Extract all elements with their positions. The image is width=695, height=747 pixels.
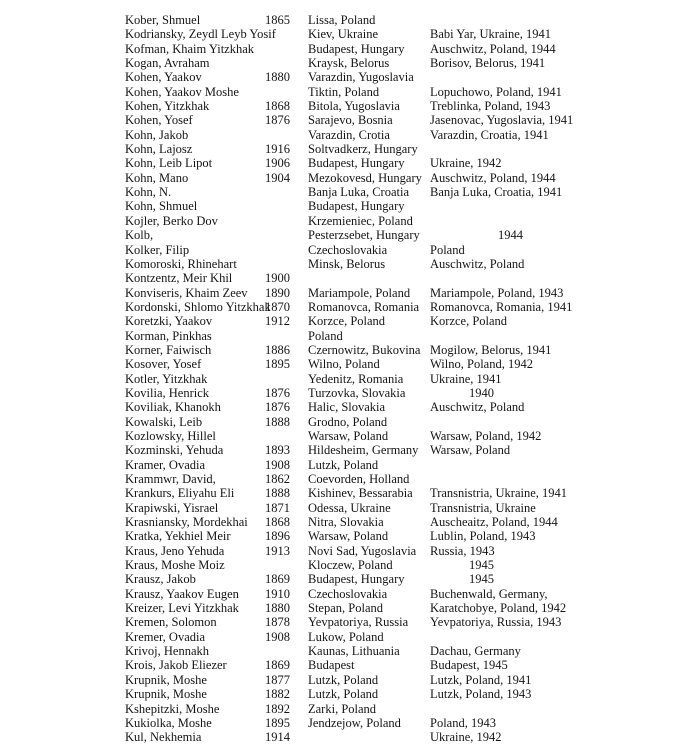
table-row bbox=[0, 56, 695, 70]
table-row bbox=[0, 400, 695, 414]
fate-cell: Yevpatoriya, Russia, 1943 bbox=[430, 615, 562, 630]
table-row bbox=[0, 644, 695, 658]
birthplace-cell: Lutzk, Poland bbox=[308, 687, 379, 702]
birthplace-cell: Bitola, Yugoslavia bbox=[308, 99, 400, 114]
table-row bbox=[0, 486, 695, 500]
table-row bbox=[0, 85, 695, 99]
birthplace-cell: Wilno, Poland bbox=[308, 357, 380, 372]
table-row bbox=[0, 515, 695, 529]
table-row bbox=[0, 113, 695, 127]
table-row bbox=[0, 329, 695, 343]
birthplace-cell: Minsk, Belorus bbox=[308, 256, 386, 271]
name-registry-list bbox=[0, 13, 695, 745]
birth-year-cell: 1869 bbox=[265, 658, 290, 673]
name-cell: Krois, Jakob Eliezer bbox=[125, 658, 227, 673]
fate-cell: Russia, 1943 bbox=[430, 543, 495, 558]
birth-year-cell: 1877 bbox=[265, 672, 290, 687]
table-row bbox=[0, 214, 695, 228]
fate-cell: Auschwitz, Poland bbox=[430, 400, 525, 415]
table-row bbox=[0, 730, 695, 744]
birth-year-cell: 1876 bbox=[265, 385, 290, 400]
birthplace-cell: Odessa, Ukraine bbox=[308, 500, 391, 515]
birth-year-cell: 1880 bbox=[265, 601, 290, 616]
name-cell: Krausz, Jakob bbox=[125, 572, 196, 587]
name-cell: Krankurs, Eliyahu Eli bbox=[125, 486, 235, 501]
fate-cell: Ukraine, 1942 bbox=[430, 730, 502, 745]
fate-cell: Jasenovac, Yugoslavia, 1941 bbox=[430, 113, 574, 128]
table-row bbox=[0, 386, 695, 400]
birthplace-cell: Grodno, Poland bbox=[308, 414, 388, 429]
table-row bbox=[0, 286, 695, 300]
birthplace-cell: Yedenitz, Romania bbox=[308, 371, 404, 386]
name-cell: Kohen, Yosef bbox=[125, 113, 193, 128]
name-cell: Kolker, Filip bbox=[125, 242, 190, 257]
birthplace-cell: Novi Sad, Yugoslavia bbox=[308, 543, 417, 558]
name-cell: Krupnik, Moshe bbox=[125, 672, 207, 687]
fate-cell: Lutzk, Poland, 1941 bbox=[430, 672, 532, 687]
birth-year-cell: 1892 bbox=[265, 701, 290, 716]
table-row bbox=[0, 472, 695, 486]
fate-cell: Buchenwald, Germany, bbox=[430, 586, 548, 601]
birthplace-cell: Coevorden, Holland bbox=[308, 472, 410, 486]
name-cell: Krausz, Yaakov Eugen bbox=[125, 586, 239, 601]
birth-year-cell: 1914 bbox=[265, 730, 290, 745]
table-row bbox=[0, 271, 695, 285]
birth-year-cell: 1916 bbox=[265, 142, 290, 157]
fate-cell: Borisov, Belorus, 1941 bbox=[430, 56, 546, 71]
fate-cell: 1944 bbox=[498, 228, 523, 243]
name-cell: Kohn, Leib Lipot bbox=[125, 156, 213, 171]
name-cell: Kremer, Ovadia bbox=[125, 629, 206, 644]
name-cell: Kozminski, Yehuda bbox=[125, 443, 224, 458]
fate-cell: Dachau, Germany bbox=[430, 644, 521, 659]
birthplace-cell: Banja Luka, Croatia bbox=[308, 185, 410, 200]
table-row bbox=[0, 544, 695, 558]
name-cell: Krupnik, Moshe bbox=[125, 687, 207, 702]
table-row bbox=[0, 142, 695, 156]
birthplace-cell: Nitra, Slovakia bbox=[308, 515, 384, 530]
fate-cell: Auschwitz, Poland bbox=[430, 256, 525, 271]
table-row bbox=[0, 501, 695, 515]
birth-year-cell: 1862 bbox=[265, 472, 290, 486]
name-cell: Kotler, Yitzkhak bbox=[125, 371, 208, 386]
birth-year-cell: 1886 bbox=[265, 342, 290, 357]
birthplace-cell: Kishinev, Bessarabia bbox=[308, 486, 413, 501]
fate-cell: 1945 bbox=[469, 572, 494, 587]
name-cell: Konviseris, Khaim Zeev bbox=[125, 285, 248, 300]
birthplace-cell: Kloczew, Poland bbox=[308, 558, 393, 573]
table-row bbox=[0, 357, 695, 371]
name-cell: Kohen, Yaakov bbox=[125, 70, 202, 85]
table-row bbox=[0, 572, 695, 586]
table-row bbox=[0, 70, 695, 84]
table-row bbox=[0, 257, 695, 271]
name-cell: Kober, Shmuel bbox=[125, 13, 201, 27]
table-row bbox=[0, 185, 695, 199]
birth-year-cell: 1888 bbox=[265, 486, 290, 501]
fate-cell: Wilno, Poland, 1942 bbox=[430, 357, 533, 372]
name-cell: Kramer, Ovadia bbox=[125, 457, 206, 472]
table-row bbox=[0, 42, 695, 56]
fate-cell: 1940 bbox=[469, 385, 494, 400]
table-row bbox=[0, 199, 695, 213]
birth-year-cell: 1900 bbox=[265, 271, 290, 286]
fate-cell: Babi Yar, Ukraine, 1941 bbox=[430, 27, 552, 42]
name-cell: Krapiwski, Yisrael bbox=[125, 500, 219, 515]
birth-year-cell: 1868 bbox=[265, 515, 290, 530]
table-row bbox=[0, 429, 695, 443]
birth-year-cell: 1870 bbox=[265, 299, 290, 314]
birthplace-cell: Budapest, Hungary bbox=[308, 41, 405, 56]
birth-year-cell: 1912 bbox=[265, 314, 290, 329]
birth-year-cell: 1865 bbox=[265, 13, 290, 27]
birth-year-cell: 1896 bbox=[265, 529, 290, 544]
fate-cell: Auschwitz, Poland, 1944 bbox=[430, 41, 556, 56]
name-cell: Kozlowsky, Hillel bbox=[125, 428, 216, 443]
name-cell: Kodriansky, Zeydl Leyb Yosif bbox=[125, 27, 276, 42]
fate-cell: Varazdin, Croatia, 1941 bbox=[430, 127, 549, 142]
fate-cell: Auscheaitz, Poland, 1944 bbox=[430, 515, 558, 530]
name-cell: Kohn, N. bbox=[125, 185, 172, 200]
birth-year-cell: 1869 bbox=[265, 572, 290, 587]
fate-cell: Ukraine, 1941 bbox=[430, 371, 502, 386]
fate-cell: Banja Luka, Croatia, 1941 bbox=[430, 185, 563, 200]
birthplace-cell: Varazdin, Crotia bbox=[308, 127, 390, 142]
name-cell: Komoroski, Rhinehart bbox=[125, 256, 237, 271]
fate-cell: Romanovca, Romania, 1941 bbox=[430, 299, 573, 314]
name-cell: Kohn, Jakob bbox=[125, 127, 189, 142]
table-row bbox=[0, 716, 695, 730]
table-row bbox=[0, 702, 695, 716]
table-row bbox=[0, 13, 695, 27]
birthplace-cell: Tiktin, Poland bbox=[308, 84, 380, 99]
birthplace-cell: Kraysk, Belorus bbox=[308, 56, 390, 71]
name-cell: Kohn, Shmuel bbox=[125, 199, 198, 214]
table-row bbox=[0, 587, 695, 601]
name-cell: Kordonski, Shlomo Yitzkhak bbox=[125, 299, 271, 314]
fate-cell: Lutzk, Poland, 1943 bbox=[430, 687, 532, 702]
birthplace-cell: Yevpatoriya, Russia bbox=[308, 615, 409, 630]
birthplace-cell: Turzovka, Slovakia bbox=[308, 385, 406, 400]
birthplace-cell: Varazdin, Yugoslavia bbox=[308, 70, 414, 85]
birthplace-cell: Warsaw, Poland bbox=[308, 529, 389, 544]
birthplace-cell: Lutzk, Poland bbox=[308, 457, 379, 472]
name-cell: Krasniansky, Mordekhai bbox=[125, 515, 248, 530]
birthplace-cell: Jendzejow, Poland bbox=[308, 715, 401, 730]
birthplace-cell: Stepan, Poland bbox=[308, 601, 383, 616]
fate-cell: Karatchobye, Poland, 1942 bbox=[430, 601, 567, 616]
name-cell: Kshepitzki, Moshe bbox=[125, 701, 220, 716]
fate-cell: Warsaw, Poland bbox=[430, 443, 511, 458]
birthplace-cell: Kiev, Ukraine bbox=[308, 27, 378, 42]
name-cell: Krammwr, David, bbox=[125, 472, 216, 486]
fate-cell: Transnistria, Ukraine, 1941 bbox=[430, 486, 568, 501]
fate-cell: Budapest, 1945 bbox=[430, 658, 508, 673]
name-cell: Kraus, Moshe Moiz bbox=[125, 558, 225, 573]
birth-year-cell: 1878 bbox=[265, 615, 290, 630]
fate-cell: Ukraine, 1942 bbox=[430, 156, 502, 171]
birthplace-cell: Kaunas, Lithuania bbox=[308, 644, 400, 659]
fate-cell: Mariampole, Poland, 1943 bbox=[430, 285, 564, 300]
birth-year-cell: 1895 bbox=[265, 715, 290, 730]
birth-year-cell: 1868 bbox=[265, 99, 290, 114]
name-cell: Korner, Faiwisch bbox=[125, 342, 212, 357]
name-cell: Kosover, Yosef bbox=[125, 357, 202, 372]
birthplace-cell: Halic, Slovakia bbox=[308, 400, 386, 415]
name-cell: Kofman, Khaim Yitzkhak bbox=[125, 41, 255, 56]
fate-cell: Korzce, Poland bbox=[430, 314, 508, 329]
birthplace-cell: Budapest, Hungary bbox=[308, 199, 405, 214]
name-cell: Kohen, Yaakov Moshe bbox=[125, 84, 239, 99]
table-row bbox=[0, 415, 695, 429]
table-row bbox=[0, 601, 695, 615]
name-cell: Kul, Nekhemia bbox=[125, 730, 202, 745]
table-row bbox=[0, 630, 695, 644]
table-row bbox=[0, 615, 695, 629]
birth-year-cell: 1890 bbox=[265, 285, 290, 300]
birth-year-cell: 1906 bbox=[265, 156, 290, 171]
fate-cell: Lublin, Poland, 1943 bbox=[430, 529, 536, 544]
fate-cell: Lopuchowo, Poland, 1941 bbox=[430, 84, 562, 99]
birthplace-cell: Budapest, Hungary bbox=[308, 156, 405, 171]
birth-year-cell: 1895 bbox=[265, 357, 290, 372]
fate-cell: 1945 bbox=[469, 558, 494, 573]
fate-cell: Poland bbox=[430, 242, 465, 257]
name-cell: Kowalski, Leib bbox=[125, 414, 203, 429]
table-row bbox=[0, 156, 695, 170]
birthplace-cell: Zarki, Poland bbox=[308, 701, 377, 716]
name-cell: Korman, Pinkhas bbox=[125, 328, 212, 343]
birthplace-cell: Romanovca, Romania bbox=[308, 299, 420, 314]
fate-cell: Warsaw, Poland, 1942 bbox=[430, 428, 542, 443]
birth-year-cell: 1876 bbox=[265, 400, 290, 415]
name-cell: Kolb, bbox=[125, 228, 154, 243]
birthplace-cell: Pesterzsebet, Hungary bbox=[308, 228, 420, 243]
table-row bbox=[0, 458, 695, 472]
birthplace-cell: Mariampole, Poland bbox=[308, 285, 411, 300]
birth-year-cell: 1876 bbox=[265, 113, 290, 128]
table-row bbox=[0, 228, 695, 242]
birthplace-cell: Warsaw, Poland bbox=[308, 428, 389, 443]
table-row bbox=[0, 673, 695, 687]
birthplace-cell: Budapest bbox=[308, 658, 355, 673]
table-row bbox=[0, 443, 695, 457]
table-row bbox=[0, 687, 695, 701]
birthplace-cell: Sarajevo, Bosnia bbox=[308, 113, 393, 128]
birthplace-cell: Mezokovesd, Hungary bbox=[308, 170, 422, 185]
table-row bbox=[0, 243, 695, 257]
table-row bbox=[0, 529, 695, 543]
fate-cell: Mogilow, Belorus, 1941 bbox=[430, 342, 552, 357]
table-row bbox=[0, 558, 695, 572]
name-cell: Koviliak, Khanokh bbox=[125, 400, 221, 415]
table-row bbox=[0, 658, 695, 672]
birthplace-cell: Czechoslovakia bbox=[308, 242, 388, 257]
birth-year-cell: 1904 bbox=[265, 170, 290, 185]
table-row bbox=[0, 27, 695, 41]
name-cell: Kontzentz, Meir Khil bbox=[125, 271, 233, 286]
birthplace-cell: Korzce, Poland bbox=[308, 314, 386, 329]
table-row bbox=[0, 343, 695, 357]
fate-cell: Auschwitz, Poland, 1944 bbox=[430, 170, 556, 185]
name-cell: Kukiolka, Moshe bbox=[125, 715, 212, 730]
name-cell: Koretzki, Yaakov bbox=[125, 314, 213, 329]
birth-year-cell: 1913 bbox=[265, 543, 290, 558]
birthplace-cell: Lutzk, Poland bbox=[308, 672, 379, 687]
birth-year-cell: 1880 bbox=[265, 70, 290, 85]
birth-year-cell: 1882 bbox=[265, 687, 290, 702]
name-cell: Kohn, Lajosz bbox=[125, 142, 193, 157]
birthplace-cell: Soltvadkerz, Hungary bbox=[308, 142, 418, 157]
name-cell: Kojler, Berko Dov bbox=[125, 213, 218, 228]
table-row bbox=[0, 128, 695, 142]
birth-year-cell: 1888 bbox=[265, 414, 290, 429]
table-row bbox=[0, 300, 695, 314]
fate-cell: Poland, 1943 bbox=[430, 715, 496, 730]
birthplace-cell: Poland bbox=[308, 328, 343, 343]
birthplace-cell: Hildesheim, Germany bbox=[308, 443, 419, 458]
fate-cell: Transnistria, Ukraine bbox=[430, 500, 536, 515]
fate-cell: Treblinka, Poland, 1943 bbox=[430, 99, 551, 114]
birthplace-cell: Lissa, Poland bbox=[308, 13, 376, 27]
name-cell: Kremen, Solomon bbox=[125, 615, 217, 630]
birthplace-cell: Czernowitz, Bukovina bbox=[308, 342, 421, 357]
name-cell: Kohen, Yitzkhak bbox=[125, 99, 210, 114]
birthplace-cell: Lukow, Poland bbox=[308, 629, 384, 644]
birth-year-cell: 1893 bbox=[265, 443, 290, 458]
birthplace-cell: Budapest, Hungary bbox=[308, 572, 405, 587]
birth-year-cell: 1871 bbox=[265, 500, 290, 515]
name-cell: Kraus, Jeno Yehuda bbox=[125, 543, 225, 558]
name-cell: Kreizer, Levi Yitzkhak bbox=[125, 601, 239, 616]
table-row bbox=[0, 372, 695, 386]
name-cell: Kohn, Mano bbox=[125, 170, 189, 185]
table-row bbox=[0, 99, 695, 113]
birth-year-cell: 1908 bbox=[265, 629, 290, 644]
name-cell: Kogan, Avraham bbox=[125, 56, 210, 71]
name-cell: Kovilia, Henrick bbox=[125, 385, 210, 400]
birthplace-cell: Czechoslovakia bbox=[308, 586, 388, 601]
birth-year-cell: 1910 bbox=[265, 586, 290, 601]
name-cell: Kratka, Yekhiel Meir bbox=[125, 529, 231, 544]
table-row bbox=[0, 314, 695, 328]
birth-year-cell: 1908 bbox=[265, 457, 290, 472]
table-row bbox=[0, 171, 695, 185]
name-cell: Krivoj, Hennakh bbox=[125, 644, 210, 659]
birthplace-cell: Krzemieniec, Poland bbox=[308, 213, 413, 228]
